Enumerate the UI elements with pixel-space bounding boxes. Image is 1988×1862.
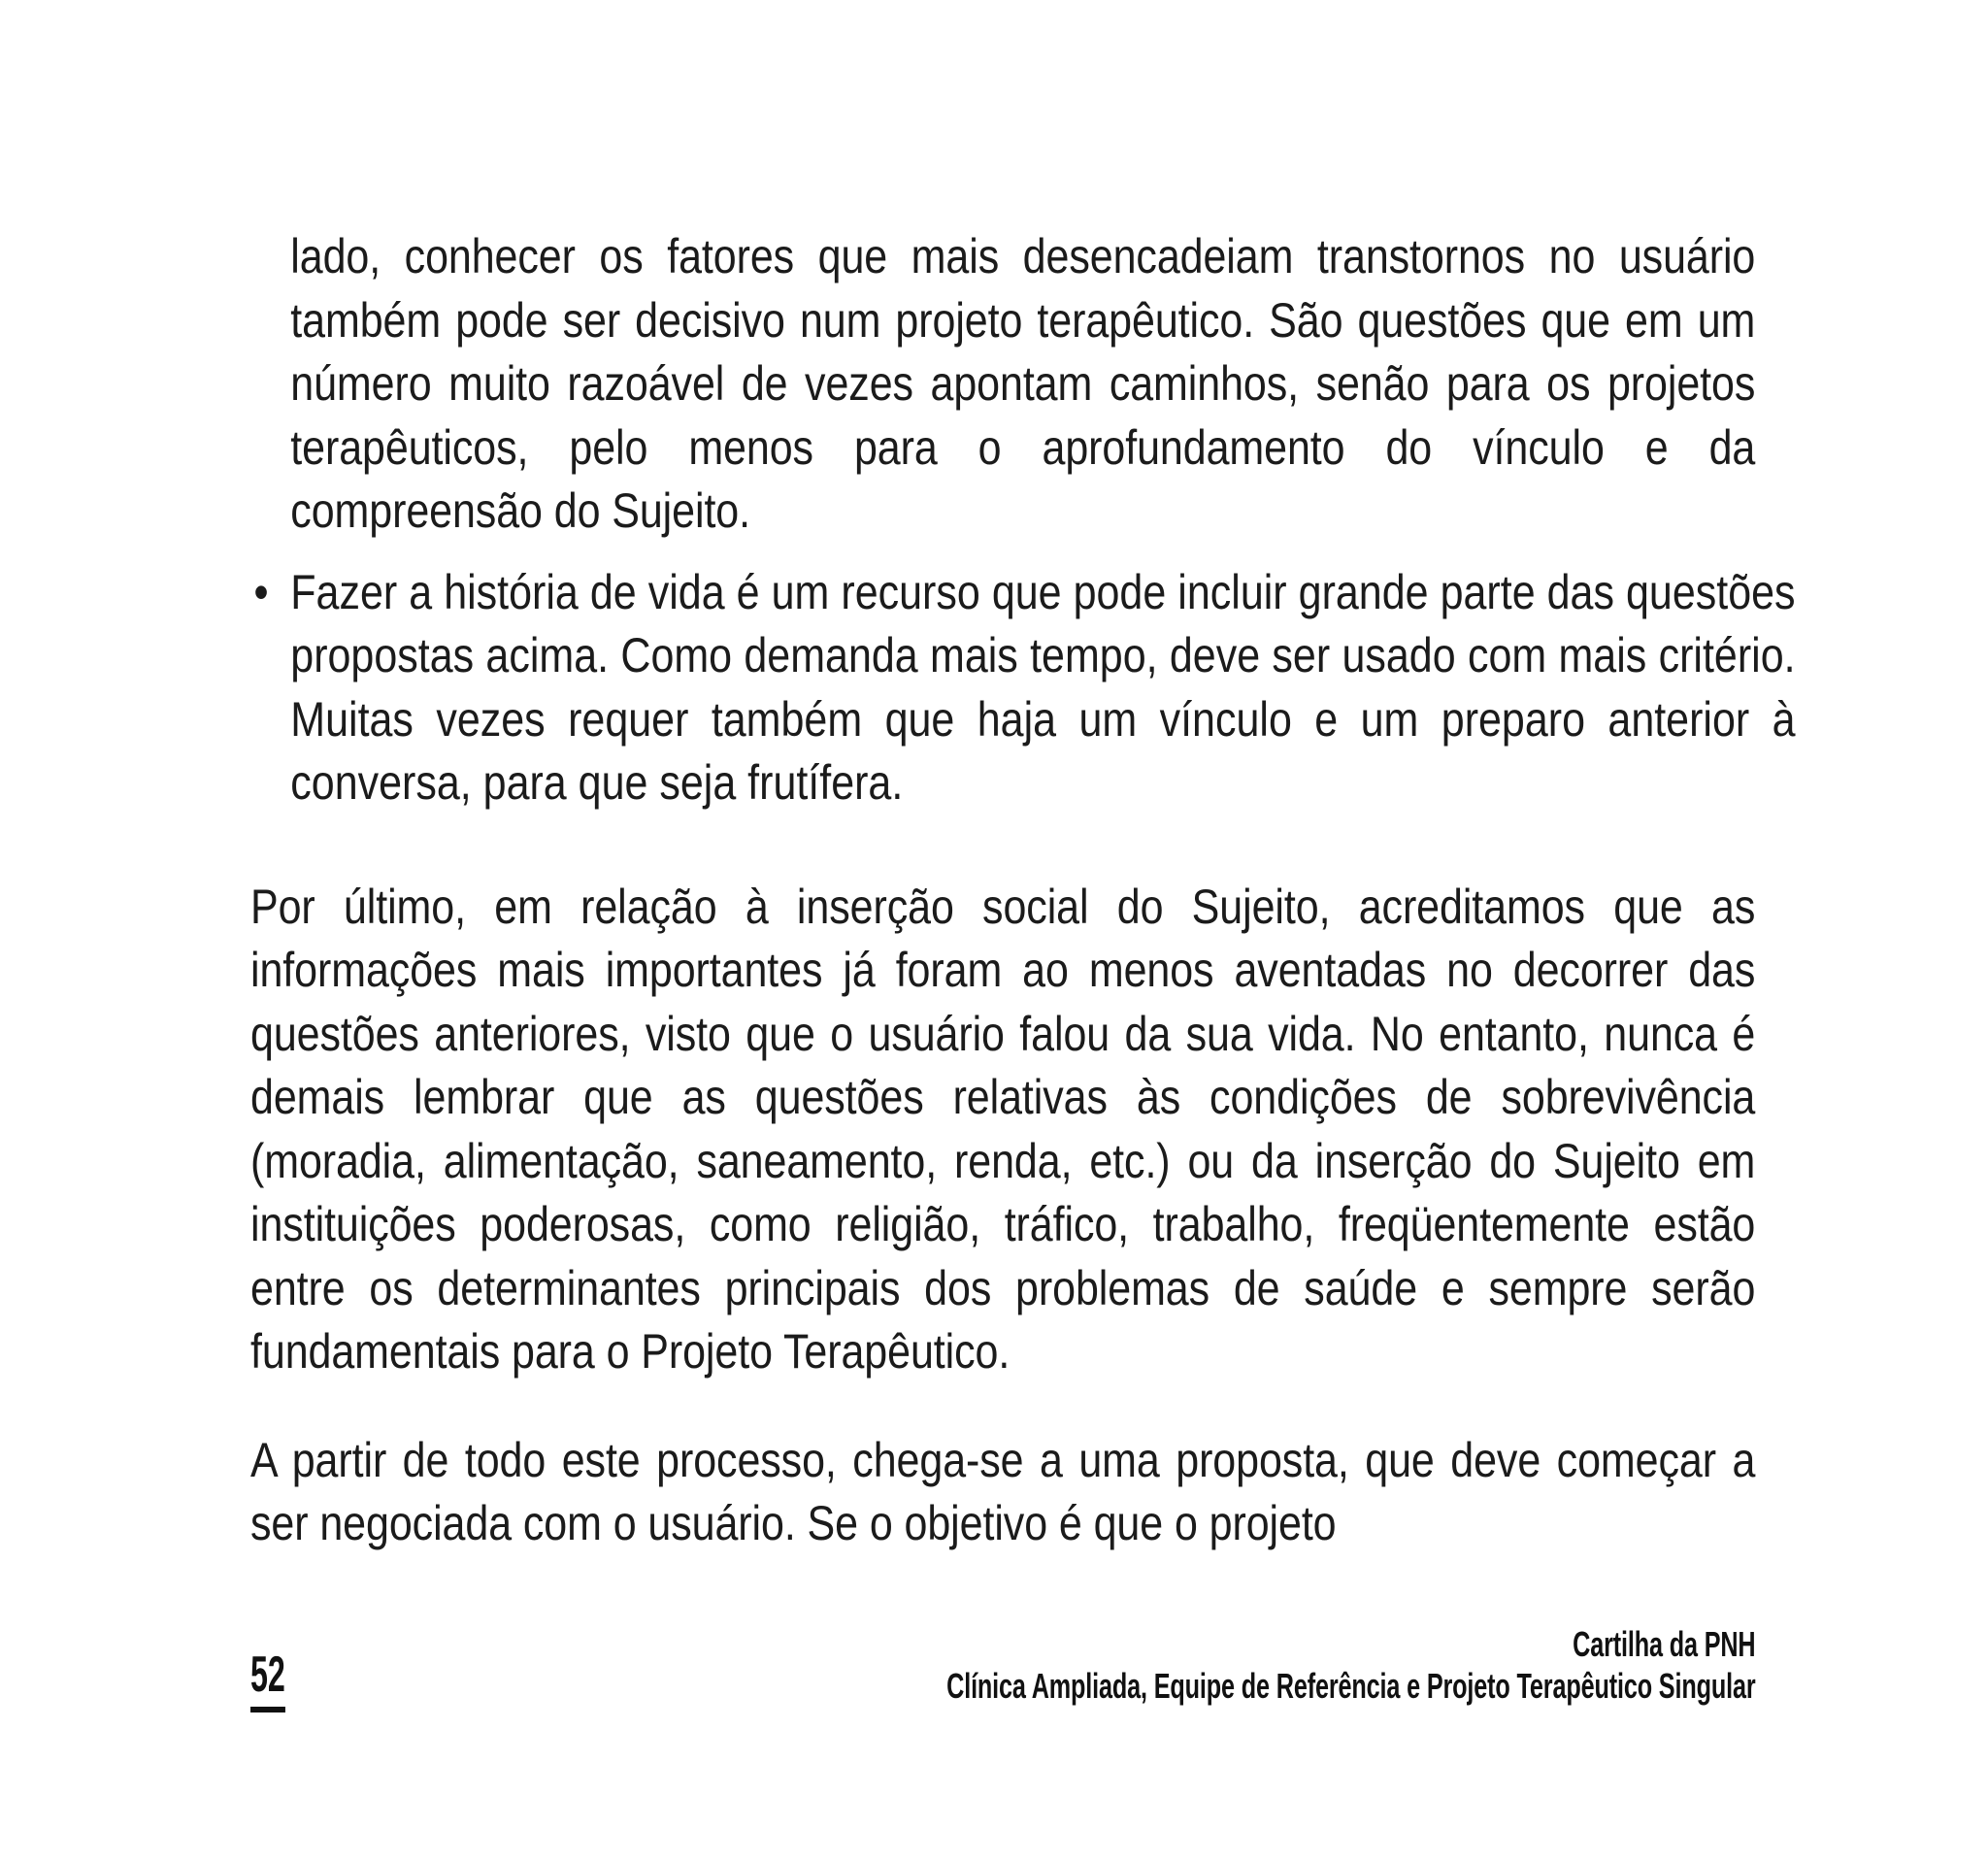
footer-title-line-2: Clínica Ampliada, Equipe de Referência e Projeto Terapêutico Singular [945, 1666, 1755, 1706]
spacer [250, 815, 1755, 876]
text-column [250, 225, 1796, 1556]
spacer [250, 544, 1755, 561]
bullet-marker-icon: • [253, 564, 269, 619]
page-number [250, 1646, 285, 1712]
footer-title-line-1: Cartilha da PNH [1572, 1624, 1755, 1664]
body-paragraph-2: A partir de todo este processo, chega-se a uma proposta, que deve começar a ser negociada com o usuário. Se o objetivo é que o projeto [250, 1432, 1756, 1550]
page-footer [0, 1623, 1988, 1749]
continued-paragraph: lado, conhecer os fatores que mais desencadeiam transtornos no usuário também pode ser decisivo num projeto terapêutico. São questões que em um número muito razoável de vezes apontam caminhos, senão para os projetos terapêuticos, pelo menos para o aprofundamento do vínculo e da compreensão do Sujeito. [290, 229, 1756, 538]
bullet-list [250, 561, 1796, 815]
list-item-text: Fazer a história de vida é um recurso que pode incluir grande parte das questões propostas acima. Como demanda mais tempo, deve ser usado com mais critério. Muitas vezes requer também que haja um vínculo e um preparo anterior à conversa, para que seja frutífera. [290, 564, 1796, 810]
spacer [250, 1384, 1755, 1429]
list-item [250, 561, 1796, 815]
body-paragraph-1: Por último, em relação à inserção social do Sujeito, acreditamos que as informações mais importantes já foram ao menos aventadas no decorrer das questões anteriores, visto que o usuário falou da sua vida. No entanto, nunca é demais lembrar que as questões relativas às condições de sobrevivência (moradia, alimentação, saneamento, renda, etc.) ou da inserção do Sujeito em instituições poderosas, como religião, tráfico, trabalho, freqüentemente estão entre os determinantes principais dos problemas de saúde e sempre serão fundamentais para o Projeto Terapêutico. [250, 879, 1756, 1379]
footer-title [600, 1623, 1756, 1707]
page-number-value: 52 [250, 1646, 285, 1712]
